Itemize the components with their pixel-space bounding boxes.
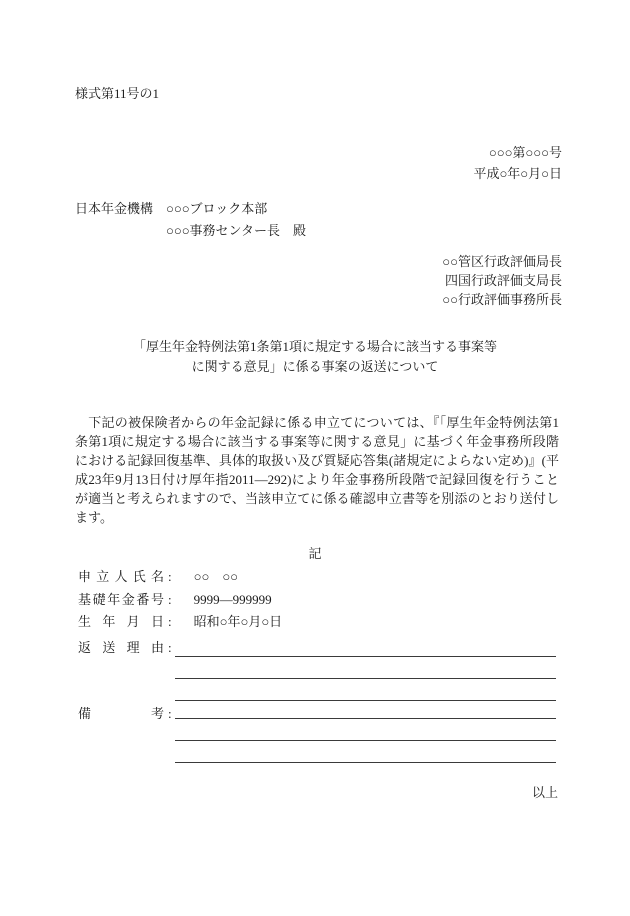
field-basic-pension-number	[78, 590, 272, 610]
field-label: 生年月日	[78, 614, 164, 629]
blank-line	[175, 657, 556, 679]
doc-number: ○○○第○○○号	[488, 145, 562, 160]
blank-line	[175, 741, 556, 763]
sender-line: ○○行政評価事務所長	[442, 292, 562, 307]
field-colon: :	[168, 706, 172, 721]
subject	[0, 337, 630, 377]
doc-number-block	[473, 142, 562, 184]
body-paragraph: 下記の被保険者からの年金記録に係る申立てについては、『「厚生年金特例法第1条第1項に規定する場合に該当する事案等に関する意見」に基づく年金事務所段階における記録回復基準、具体的取扱い及び質疑応答集(諸規定によらない定め)』(平成23年9月13日付け厚年指2011―292)により年金事務所段階で記録回復を行うことが適当と考えられますので、当該申立てに係る確認申立書等を別添のとおり送付します。	[75, 415, 559, 525]
record-marker: 記	[308, 546, 322, 561]
sender-line: 四国行政評価支局長	[444, 273, 562, 288]
subject-line1: 「厚生年金特例法第1条第1項に規定する場合に該当する事案等	[132, 339, 497, 354]
return-reason-lines	[175, 635, 556, 701]
field-label: 基礎年金番号	[78, 592, 164, 607]
subject-line2: に関する意見」に係る事案の返送について	[191, 359, 439, 374]
recipient-block	[75, 198, 306, 242]
sender-line: ○○管区行政評価局長	[442, 254, 562, 269]
remarks-lines	[175, 697, 556, 763]
field-label: 返送理由	[78, 640, 164, 655]
field-label: 備考	[78, 706, 164, 721]
recipient-line1: 日本年金機構 ○○○ブロック本部	[75, 201, 268, 216]
field-colon: :	[168, 592, 172, 607]
form-number: 様式第11号の1	[75, 86, 160, 101]
recipient-line2: ○○○事務センター長 殿	[166, 223, 307, 238]
field-applicant-name	[78, 567, 238, 587]
closing: 以上	[531, 785, 558, 800]
field-return-reason	[78, 638, 172, 658]
field-birth-date	[78, 612, 282, 632]
field-colon: :	[168, 614, 172, 629]
doc-date: 平成○年○月○日	[473, 166, 562, 181]
field-remarks	[78, 704, 172, 724]
field-value: 昭和○年○月○日	[193, 614, 283, 629]
field-value: 9999―999999	[193, 592, 272, 607]
blank-line	[175, 719, 556, 741]
field-label: 申立人氏名	[78, 569, 164, 584]
field-colon: :	[168, 569, 172, 584]
sender-block	[442, 252, 562, 309]
field-colon: :	[168, 640, 172, 655]
blank-line	[175, 697, 556, 719]
blank-line	[175, 635, 556, 657]
field-value: ○○ ○○	[193, 569, 239, 584]
